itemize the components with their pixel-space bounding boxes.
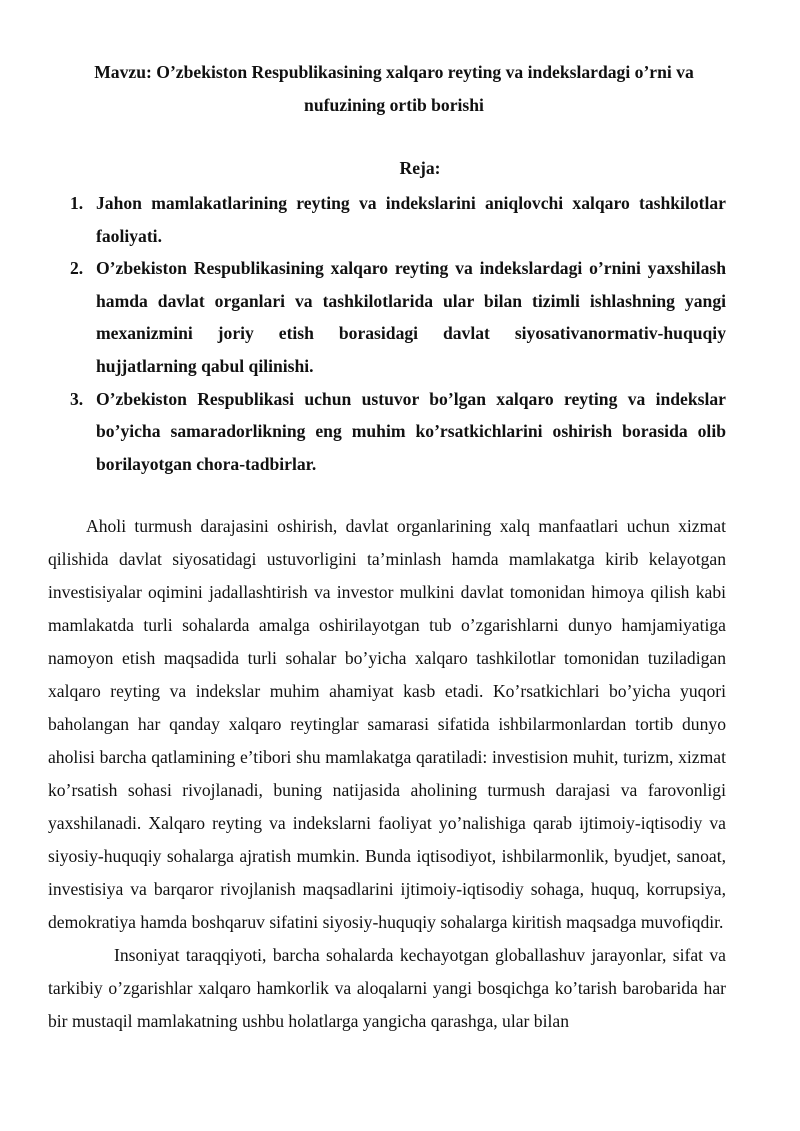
plan-item-text: O’zbekiston Respublikasining xalqaro reyting va indekslardagi o’rnini yaxshilash hamda davlat organlari va tashkilotlarida ular bilan tizimli ishlashning yangi mexanizmini joriy etish borasidagi davlat siyosativanormativ-huquqiy hujjatlarning qabul qilinishi.: [96, 258, 726, 376]
plan-item-number: 1.: [70, 193, 84, 213]
plan-item: [70, 252, 726, 382]
plan-item-text: O’zbekiston Respublikasi uchun ustuvor bo’lgan xalqaro reyting va indekslar bo’yicha samaradorlikning eng muhim ko’rsatkichlarini oshirish borasida olib borilayotgan chora-tadbirlar.: [96, 388, 726, 474]
plan-list: [48, 187, 726, 480]
body-paragraph: Insoniyat taraqqiyoti, barcha sohalarda kechayotgan globallashuv jarayonlar, sifat va tarkibiy o’zgarishlar xalqaro hamkorlik va aloqalarni yangi bosqichga ko’tarish barobarida har bir mustaqil mamlakatning ushbu holatlarga yangicha qarashga, ular bilan: [48, 945, 726, 1032]
body-text: [48, 510, 726, 1038]
body-paragraph: Aholi turmush darajasini oshirish, davlat organlarining xalq manfaatlari uchun xizmat qilishida davlat siyosatidagi ustuvorligini ta’minlash hamda mamlakatga kirib kelayotgan investisiyalar oqimini jadallashtirish va investor mulkini davlat tomonidan himoya qilish kabi mamlakatda turli sohalarda amalga oshirilayotgan tub o’zgarishlarni dunyo hamjamiyatiga namoyon etish maqsadida turli sohalar bo’yicha xalqaro tashkilotlar tomonidan tuziladigan xalqaro reyting va indekslar muhim ahamiyat kasb etadi. Ko’rsatkichlari bo’yicha yuqori baholangan har qanday xalqaro reytinglar samarasi sifatida ishbilarmonlardan tortib dunyo aholisi barcha qatlamining e’tibori shu mamlakatga qaratiladi: investision muhit, turizm, xizmat ko’rsatish sohasi rivojlanadi, buning natijasida aholining turmush darajasi va farovonligi yaxshilanadi. Xalqaro reyting va indekslarni faoliyat yo’nalishiga qarab ijtimoiy-iqtisodiy va siyosiy-huquqiy sohalarga ajratish mumkin. Bunda iqtisodiyot, ishbilarmonlik, byudjet, sanoat, investisiya va barqaror rivojlanish maqsadlarini ijtimoiy-iqtisodiy sohaga, huquq, korrupsiya, demokratiya hamda boshqaruv sifatini siyosiy-huquqiy sohalarga kiritish maqsadga muvofiqdir.: [48, 516, 726, 933]
plan-heading: Reja:: [399, 158, 441, 178]
plan-item-number: 3.: [70, 388, 84, 409]
plan-item: [70, 383, 726, 481]
plan-item-text: Jahon mamlakatlarining reyting va indekslarini aniqlovchi xalqaro tashkilotlar faoliyati.: [96, 193, 726, 246]
plan-item: [70, 187, 726, 252]
document-title: Mavzu: O’zbekiston Respublikasining xalqaro reyting va indekslardagi o’rni va nufuzining ortib borishi: [94, 62, 694, 115]
plan-item-number: 2.: [70, 258, 84, 279]
